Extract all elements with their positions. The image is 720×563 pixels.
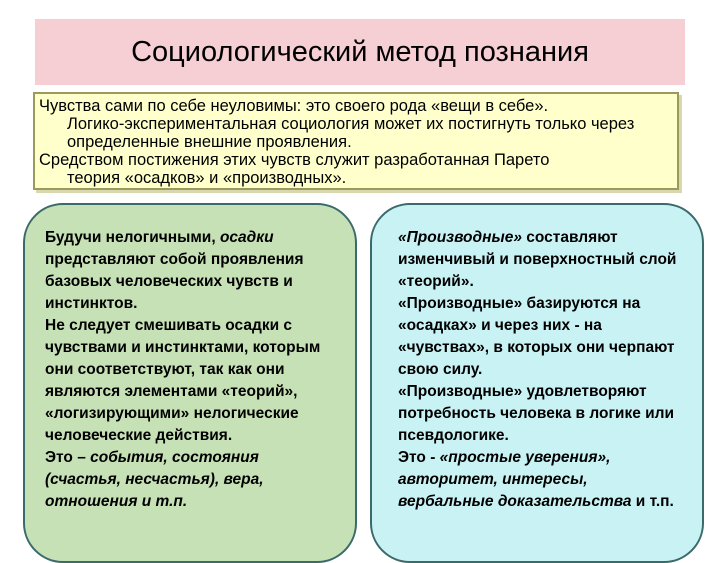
derivations-para-1 <box>398 227 684 293</box>
derivations-para-2: «Производные» базируются на «осадках» и через них - на «чувствах», в которых они черпают свою силу. <box>398 295 675 378</box>
derivations-text-1: составляют изменчивый и поверхностный слой «теорий». <box>398 229 677 290</box>
residues-text-2: представляют собой проявления базовых человеческих чувств и инстинктов. <box>45 251 304 312</box>
derivations-bubble <box>370 203 704 563</box>
residues-para-3 <box>45 447 337 513</box>
derivations-text-3: и т.п. <box>631 493 674 510</box>
page-title: Социологический метод познания <box>131 35 589 68</box>
residues-bubble <box>23 203 357 563</box>
intro-p2-rest: теория «осадков» и «производных». <box>67 169 347 187</box>
residues-text-3: Это – <box>45 449 91 466</box>
derivations-para-4 <box>398 447 684 513</box>
intro-p2-first-line: Средством постижения этих чувств служит разработанная Парето <box>39 151 550 169</box>
residues-term: осадки <box>219 229 274 246</box>
residues-para-2: Не следует смешивать осадки с чувствами и инстинктами, которым они соответствуют, так как они являются элементами «теорий», «логизирующими» нелогические человеческие действия. <box>45 317 321 444</box>
intro-paragraph-2 <box>39 151 673 187</box>
derivations-term: «Производные» <box>398 229 522 246</box>
derivations-para-3: «Производные» удовлетворяют потребность человека в логике или псевдологике. <box>398 383 675 444</box>
intro-p1-rest: Логико-экспериментальная социология может их постигнуть только через определенные внешние проявления. <box>67 115 635 151</box>
intro-p1-first-line: Чувства сами по себе неуловимы: это своего рода «вещи в себе». <box>39 97 549 115</box>
intro-box <box>33 92 679 190</box>
derivations-text-2: Это - <box>398 449 440 466</box>
residues-examples: события, состояния (счастья, несчастья), вера, отношения и т.п. <box>45 449 264 510</box>
residues-text-1: Будучи нелогичными, <box>45 229 220 246</box>
intro-paragraph-1 <box>39 97 673 151</box>
residues-para-1 <box>45 227 337 315</box>
derivations-examples: «простые уверения», авторитет, интересы, вербальные доказательства <box>398 449 632 510</box>
title-banner <box>35 19 685 85</box>
